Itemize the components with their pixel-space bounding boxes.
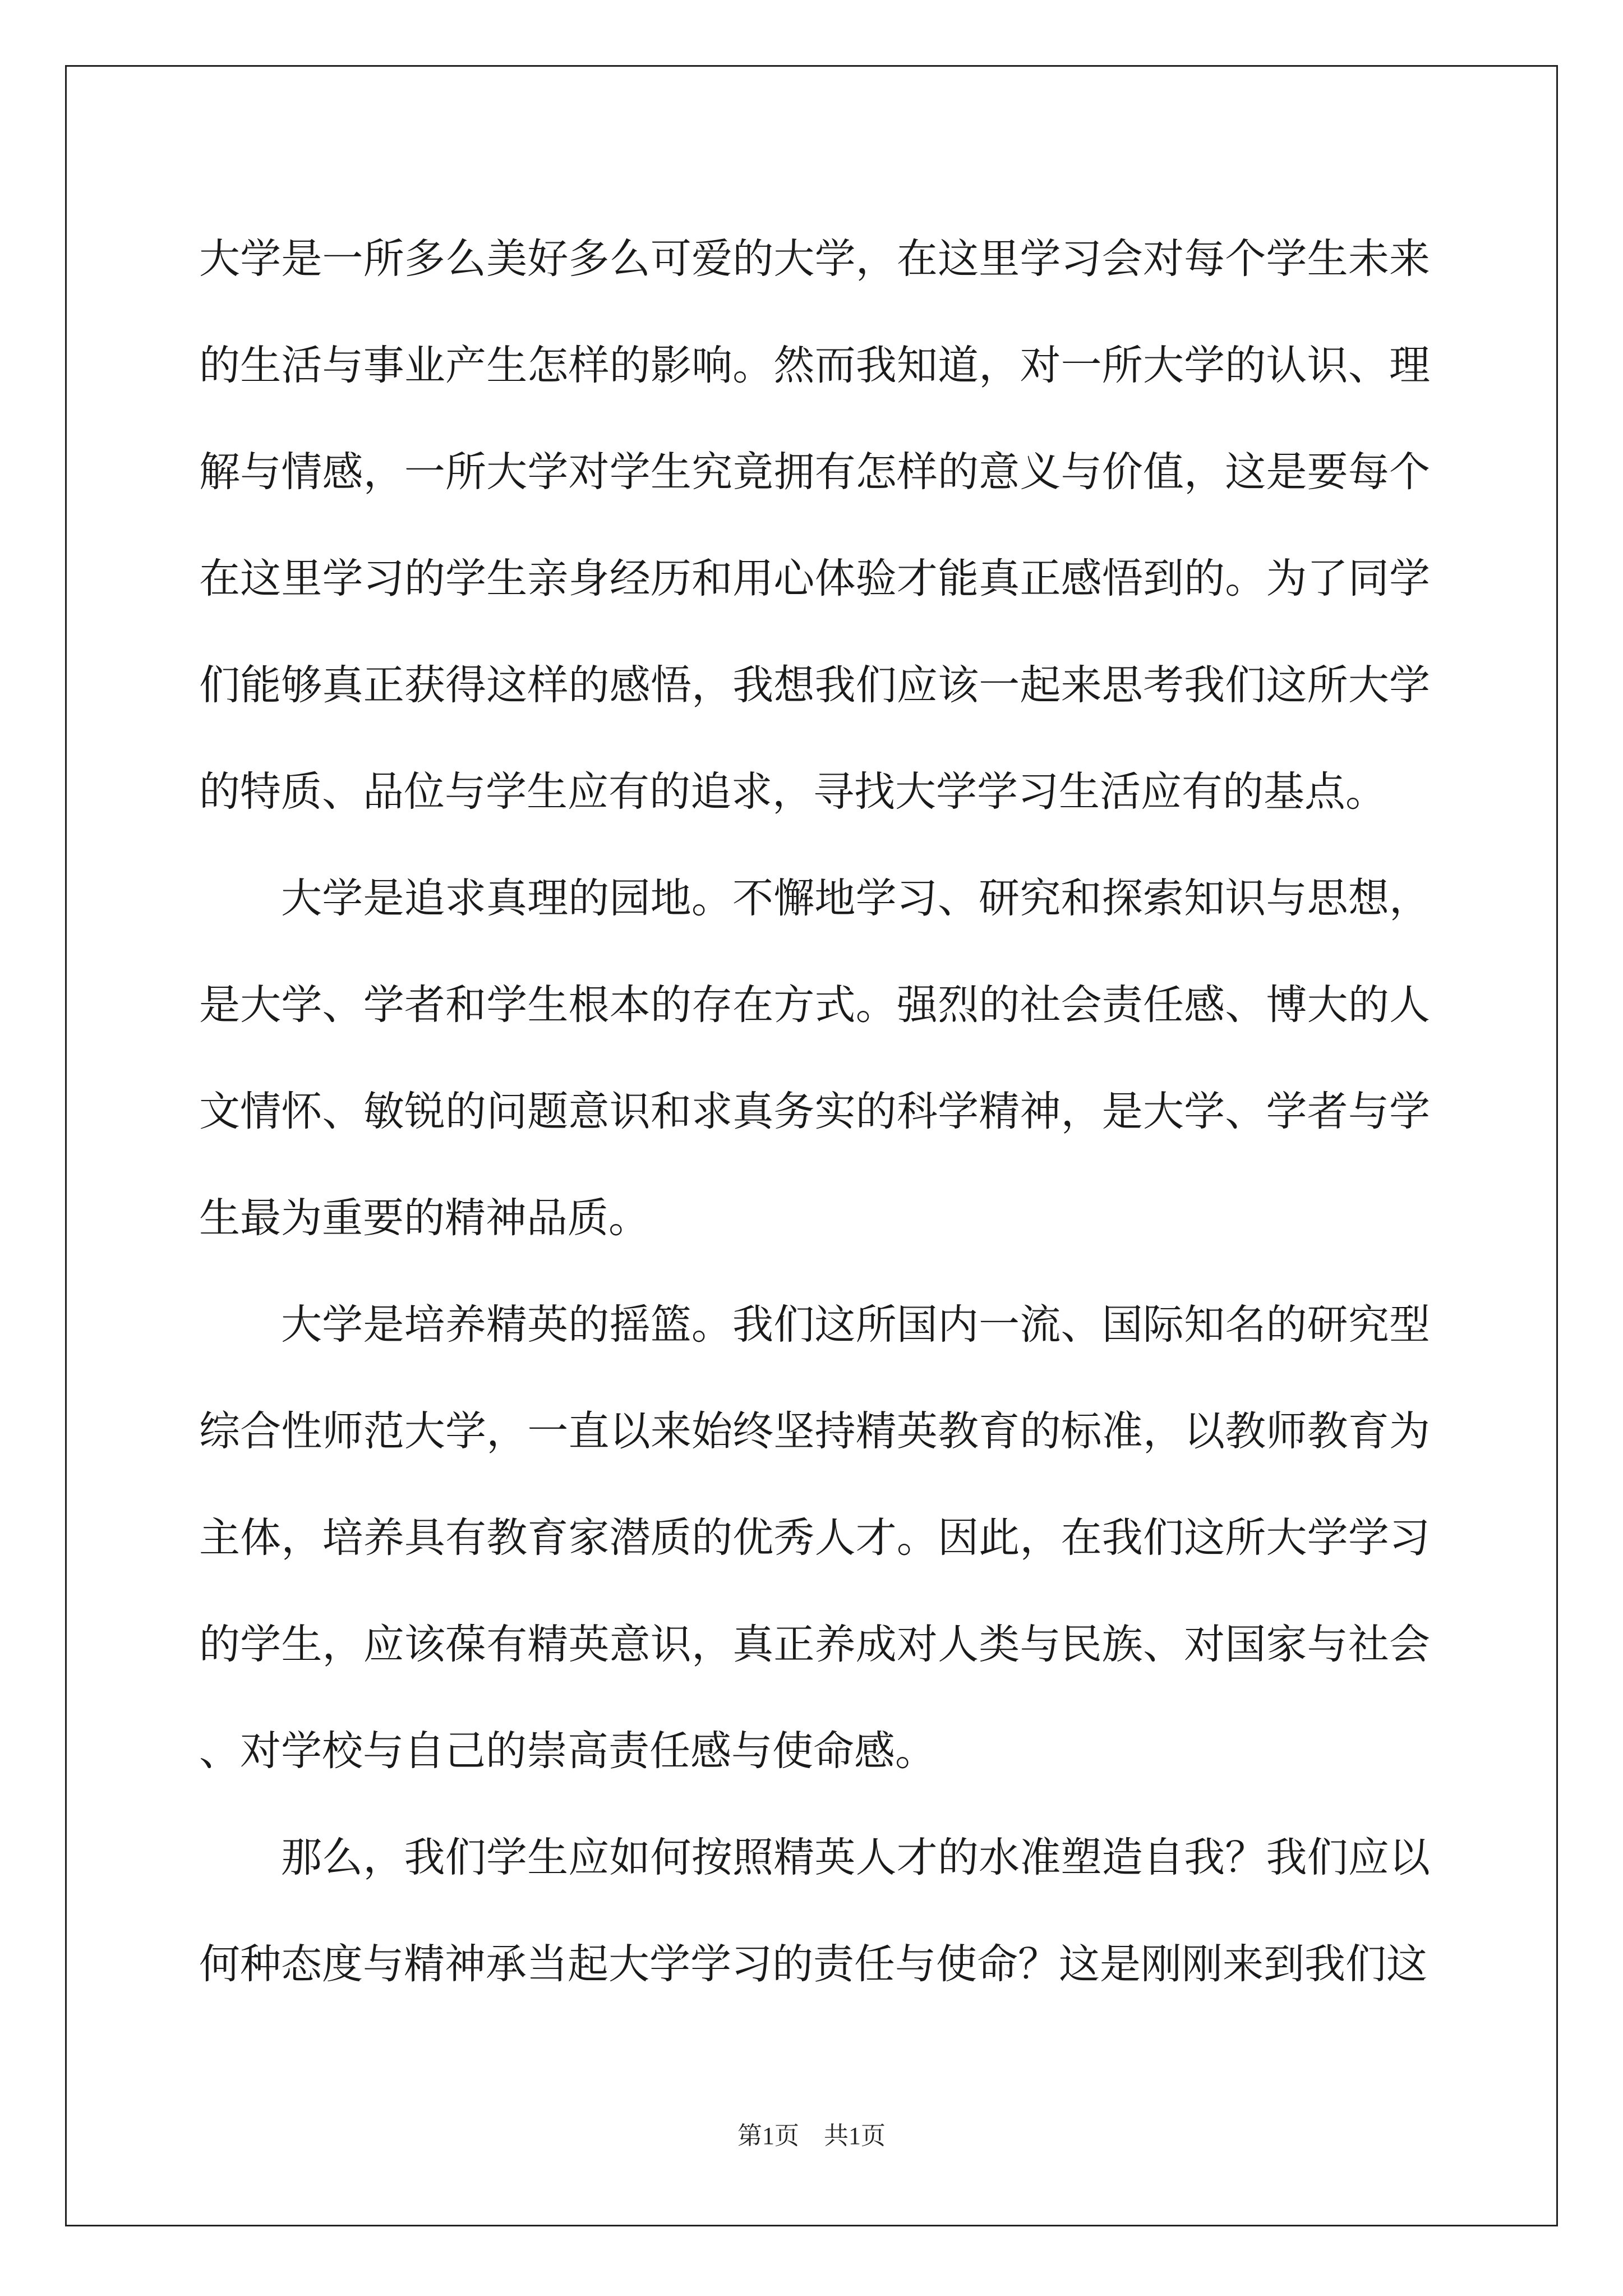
page-footer: 第1页 共1页 [737,2122,886,2150]
paragraph-2: 大学是追求真理的园地。不懈地学习、研究和探索知识与思想，是大学、学者和学生根本的存在方式。强烈的社会责任感、博大的人文情怀、敏锐的问题意识和求真务实的科学精神，是大学、学者与学生最为重要的精神品质。 [199,875,1430,1242]
paragraph-3: 大学是培养精英的摇篮。我们这所国内一流、国际知名的研究型综合性师范大学，一直以来始终坚持精英教育的标准，以教师教育为主体，培养具有教育家潜质的优秀人才。因此，在我们这所大学学习的学生，应该葆有精英意识，真正养成对人类与民族、对国家与社会、对学校与自己的崇高责任感与使命感。 [199,1301,1430,1775]
paragraph-1: 大学是一所多么美好多么可爱的大学，在这里学习会对每个学生未来的生活与事业产生怎样的影响。然而我知道，对一所大学的认识、理解与情感，一所大学对学生究竟拥有怎样的意义与价值，这是要每个在这里学习的学生亲身经历和用心体验才能真正感悟到的。为了同学们能够真正获得这样的感悟，我想我们应该一起来思考我们这所大学的特质、品位与学生应有的追求，寻找大学学习生活应有的基点。 [199,235,1430,816]
document-body [199,206,1430,2018]
paragraph-4: 那么，我们学生应如何按照精英人才的水准塑造自我？我们应以何种态度与精神承当起大学学习的责任与使命？这是刚刚来到我们这 [199,1834,1430,1988]
